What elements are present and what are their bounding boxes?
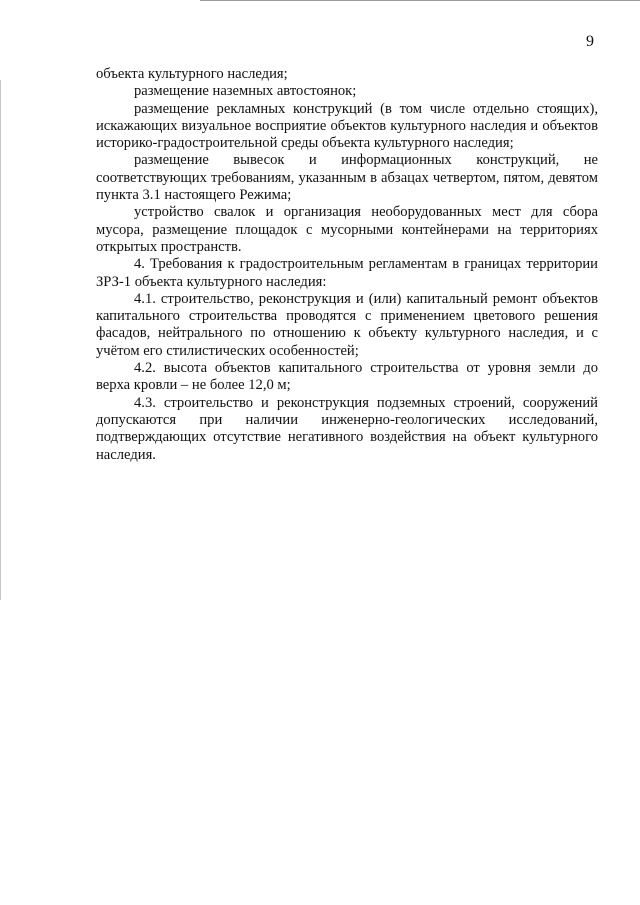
paragraph: 4.3. строительство и реконструкция подземных строений, сооружений допускаются при наличии инженерно-геологических исследований, подтверждающих отсутствие негативного воздействия на объект культурного наследия.	[96, 394, 598, 463]
paragraph: 4.1. строительство, реконструкция и (или) капитальный ремонт объектов капитального строительства проводятся с применением цветового решения фасадов, нейтрального по отношению к объекту культурного наследия, и с учётом его стилистических особенностей;	[96, 290, 598, 359]
paragraph: 4. Требования к градостроительным регламентам в границах территории ЗРЗ-1 объекта культурного наследия:	[96, 256, 598, 290]
page-number: 9	[586, 33, 594, 50]
paragraph: 4.2. высота объектов капитального строительства от уровня земли до верха кровли – не более 12,0 м;	[96, 360, 598, 394]
paragraph: устройство свалок и организация необорудованных мест для сбора мусора, размещение площадок с мусорными контейнерами на территориях открытых пространств.	[96, 204, 598, 255]
paragraph: размещение наземных автостоянок;	[134, 83, 357, 100]
paragraph: размещение вывесок и информационных конструкций, не соответствующих требованиям, указанным в абзацах четвертом, пятом, девятом пункта 3.1 настоящего Режима;	[96, 152, 598, 204]
paragraph: объекта культурного наследия;	[96, 66, 288, 82]
document-body	[96, 66, 598, 464]
scan-edge-top	[200, 0, 640, 1]
paragraph: размещение рекламных конструкций (в том числе отдельно стоящих), искажающих визуальное восприятие объектов культурного наследия и объектов историко-градостроительной среды объекта культурного наследия;	[96, 100, 598, 152]
scan-edge-left	[0, 80, 1, 600]
